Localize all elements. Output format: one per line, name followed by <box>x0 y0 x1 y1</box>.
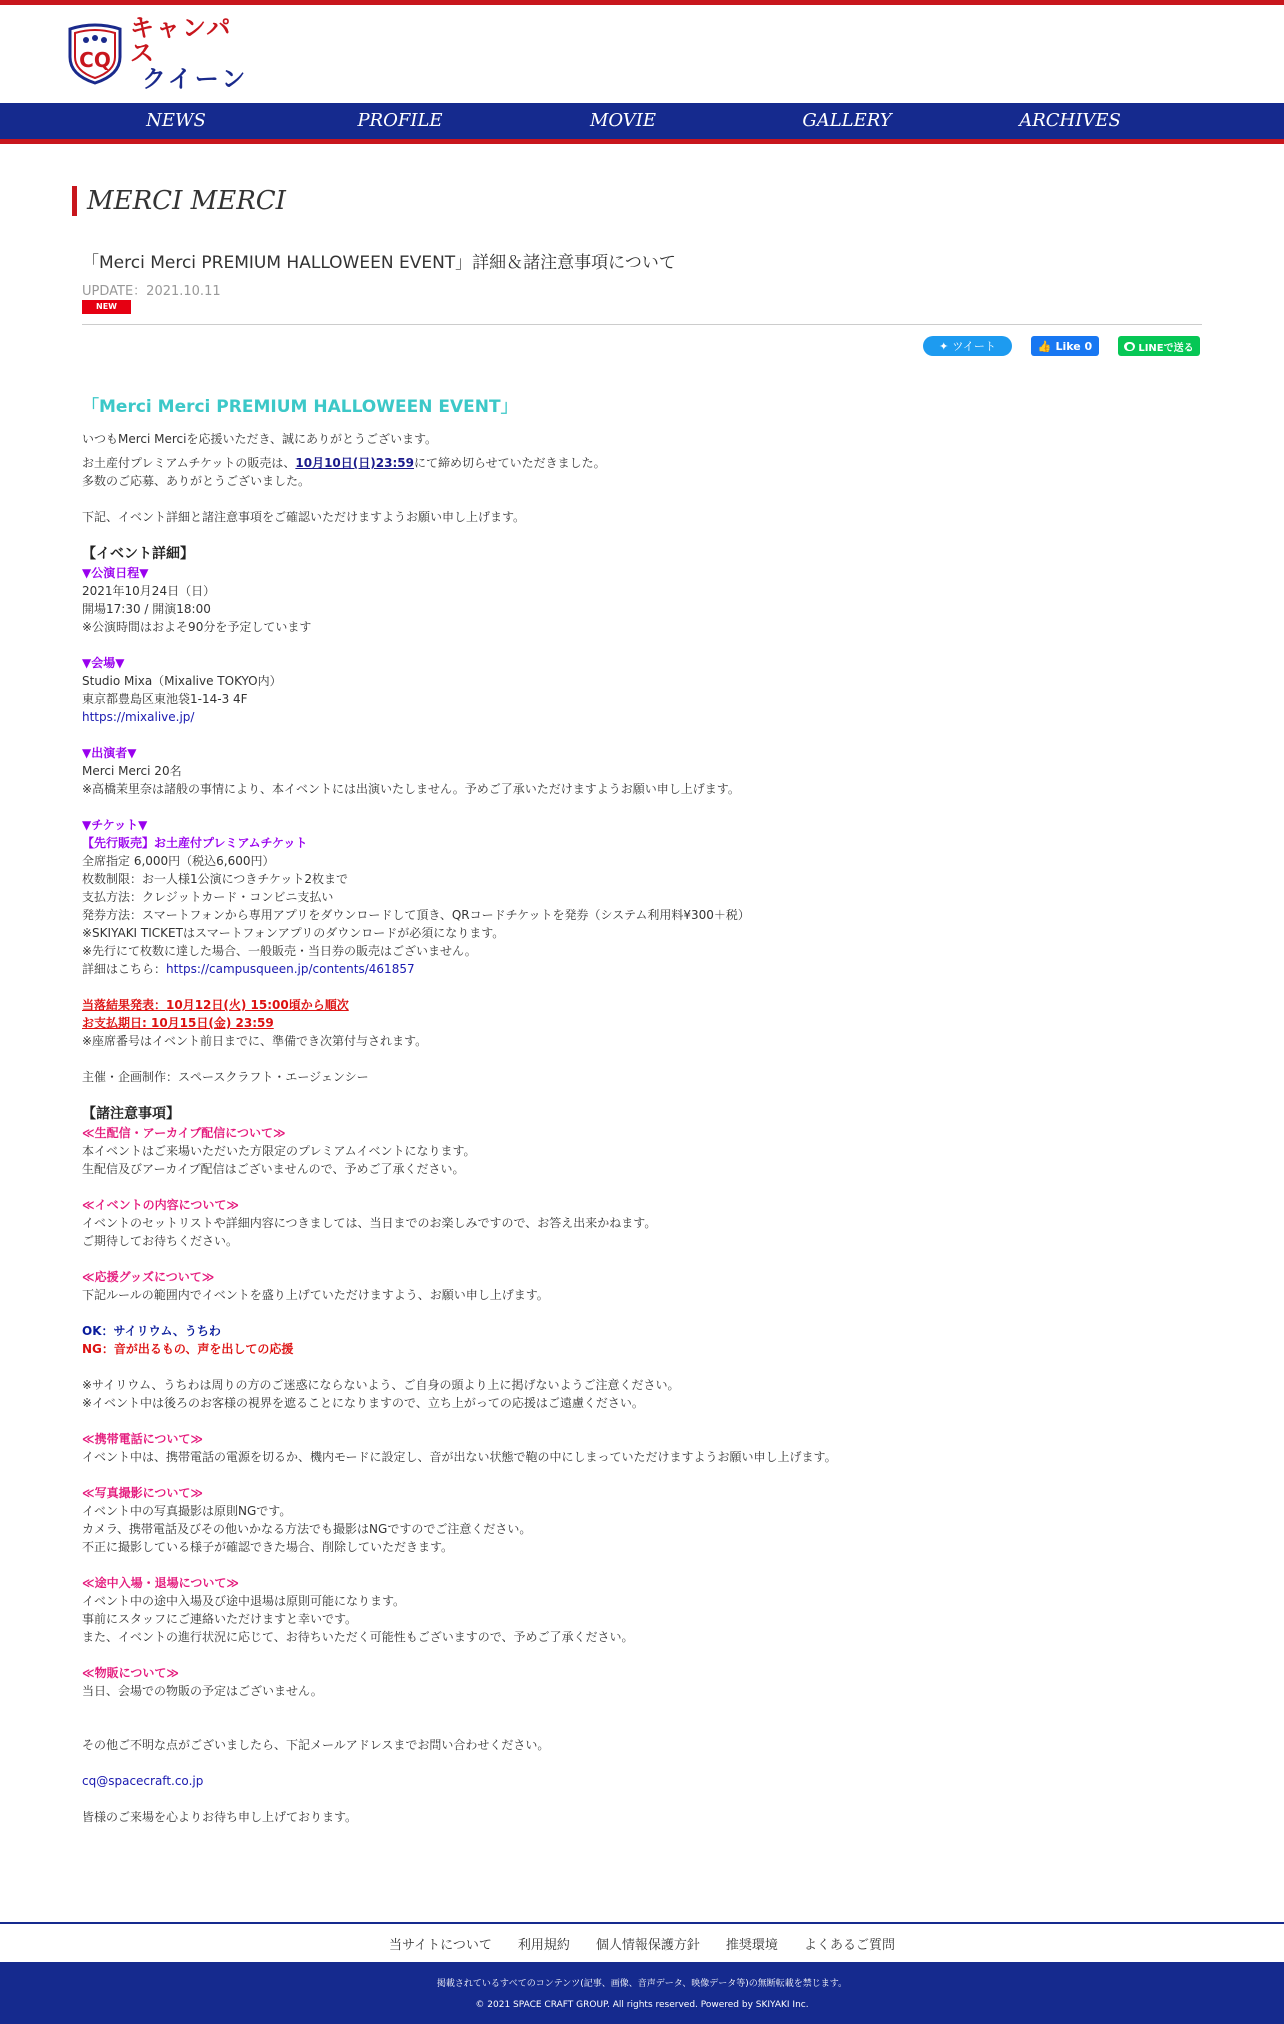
text-line: 不正に撮影している様子が確認できた場合、削除していただきます。 <box>82 1540 454 1554</box>
copyright: © 2021 SPACE CRAFT GROUP. All rights reserved. Powered by SKIYAKI Inc. <box>475 2000 809 2010</box>
note-heading: ≪携帯電話について≫ <box>82 1432 203 1446</box>
text-line: 皆様のご来場を心よりお待ち申し上げております。 <box>82 1810 358 1824</box>
venue-link[interactable]: https://mixalive.jp/ <box>82 710 195 724</box>
lottery-result-date: 当落結果発表：10月12日(火) 15:00頃から順次 <box>82 998 349 1012</box>
facebook-like-button[interactable]: 👍 Like 0 <box>1031 336 1099 356</box>
text-line: 下記ルールの範囲内でイベントを盛り上げていただけますよう、お願い申し上げます。 <box>82 1288 549 1302</box>
subheading-schedule: ▼公演日程▼ <box>82 566 149 580</box>
tweet-button[interactable]: ✦ ツイート <box>923 336 1012 356</box>
text-line: 詳細はこちら：https://campusqueen.jp/contents/461857 <box>82 962 415 976</box>
paragraph: 下記、イベント詳細と諸注意事項をご確認いただけますようお願い申し上げます。 <box>82 510 526 524</box>
ok-rule: OK：サイリウム、うちわ <box>82 1324 221 1338</box>
divider <box>82 324 1202 325</box>
subheading-cast: ▼出演者▼ <box>82 746 137 760</box>
note-heading: ≪写真撮影について≫ <box>82 1486 203 1500</box>
text-line: 本イベントはご来場いただいた方限定のプレミアムイベントになります。 <box>82 1144 476 1158</box>
logo-text-line1: キャンパス <box>130 14 233 68</box>
text-line: イベント中の途中入場及び途中退場は原則可能になります。 <box>82 1594 406 1608</box>
text-line: カメラ、携帯電話及びその他いかなる方法でも撮影はNGですのでご注意ください。 <box>82 1522 532 1536</box>
text-line: 全席指定 6,000円（税込6,600円） <box>82 854 275 868</box>
footer-link-privacy[interactable]: 個人情報保護方針 <box>595 1938 700 1953</box>
heading-event-details: 【イベント詳細】 <box>82 546 194 562</box>
text-line: 生配信及びアーカイブ配信はございませんので、予めご了承ください。 <box>82 1162 465 1176</box>
subheading-ticket: ▼チケット▼ <box>82 818 148 832</box>
note-heading: ≪生配信・アーカイブ配信について≫ <box>82 1126 286 1140</box>
text-line: ※イベント中は後ろのお客様の視界を遮ることになりますので、立ち上がっての応援はご遠慮ください。 <box>82 1396 644 1410</box>
note-heading: ≪イベントの内容について≫ <box>82 1198 239 1212</box>
twitter-bird-icon: ✦ <box>939 339 949 353</box>
text-line: イベント中の写真撮影は原則NGです。 <box>82 1504 292 1518</box>
text-line: ※SKIYAKI TICKETはスマートフォンアプリのダウンロードが必須になります。 <box>82 926 505 940</box>
footer-link-terms[interactable]: 利用規約 <box>517 1938 570 1953</box>
shield-emblem-icon <box>66 23 124 85</box>
text-line: Studio Mixa（Mixalive TOKYO内） <box>82 674 282 688</box>
text-line: ご期待してお待ちください。 <box>82 1234 239 1248</box>
contact-email-link[interactable]: cq@spacecraft.co.jp <box>82 1774 204 1788</box>
line-share-button[interactable]: ● LINEで送る <box>1118 336 1200 356</box>
text-line: 発券方法：スマートフォンから専用アプリをダウンロードして頂き、QRコードチケットを発券（システム利用料¥300＋税） <box>82 908 750 922</box>
payment-deadline: お支払期日: 10月15日(金) 23:59 <box>82 1016 274 1030</box>
text-line: 2021年10月24日（日） <box>82 584 216 598</box>
nav-news[interactable]: NEWS <box>146 110 206 131</box>
post-update-date: UPDATE：2021.10.11 <box>82 284 221 299</box>
text-line: その他ご不明な点がございましたら、下記メールアドレスまでお問い合わせください。 <box>82 1738 550 1752</box>
footer-link-faq[interactable]: よくあるご質問 <box>803 1938 895 1953</box>
text-line: 支払方法：クレジットカード・コンビニ支払い <box>82 890 334 904</box>
logo-text-line2: クイーン <box>142 64 249 93</box>
new-badge: NEW <box>82 300 131 314</box>
deadline-emphasis: 10月10日(日)23:59 <box>295 456 414 470</box>
nav-gallery[interactable]: GALLERY <box>802 110 892 131</box>
paragraph: いつもMerci Merciを応援いただき、誠にありがとうございます。 <box>82 432 438 446</box>
top-accent-bar <box>0 0 1284 5</box>
note-heading: ≪応援グッズについて≫ <box>82 1270 215 1284</box>
line-logo-icon: ● <box>1126 341 1134 351</box>
site-logo[interactable] <box>66 14 256 93</box>
copyright-notice: 掲載されているすべてのコンテンツ(記事、画像、音声データ、映像データ等)の無断転載を禁じます。 <box>436 1979 848 1989</box>
footer-link-environment[interactable]: 推奨環境 <box>725 1938 778 1953</box>
main-nav <box>0 103 1284 144</box>
thumbs-up-icon: 👍 <box>1037 339 1052 353</box>
text-line: イベントのセットリストや詳細内容につきましては、当日までのお楽しみですので、お答え出来かねます。 <box>82 1216 657 1230</box>
ticket-detail-link[interactable]: https://campusqueen.jp/contents/461857 <box>166 962 415 976</box>
site-footer <box>0 1962 1284 2024</box>
footer-nav <box>0 1934 1284 1953</box>
text-line: ※先行にて枚数に達した場合、一般販売・当日券の販売はございません。 <box>82 944 477 958</box>
heading-notes: 【諸注意事項】 <box>82 1106 180 1122</box>
footer-link-about[interactable]: 当サイトについて <box>389 1938 492 1953</box>
nav-archives[interactable]: ARCHIVES <box>1019 110 1121 131</box>
nav-movie[interactable]: MOVIE <box>589 110 657 131</box>
note-heading: ≪物販について≫ <box>82 1666 179 1680</box>
text-line: ※サイリウム、うちわは周りの方のご迷惑にならないよう、ご自身の頭より上に掲げないようご注意ください。 <box>82 1378 680 1392</box>
text-line: Merci Merci 20名 <box>82 764 182 778</box>
organizer: 主催・企画制作：スペースクラフト・エージェンシー <box>82 1070 369 1084</box>
text-line: 開場17:30 / 開演18:00 <box>82 602 211 616</box>
subheading-venue: ▼会場▼ <box>82 656 125 670</box>
nav-profile[interactable]: PROFILE <box>357 110 443 131</box>
text-line: ※高橋茉里奈は諸般の事情により、本イベントには出演いたしません。予めご了承いただけますようお願い申し上げます。 <box>82 782 740 796</box>
text-line: 枚数制限：お一人様1公演につきチケット2枚まで <box>82 872 348 886</box>
svg-text:CQ: CQ <box>79 48 111 72</box>
paragraph: お土産付プレミアムチケットの販売は、10月10日(日)23:59にて締め切らせていただきました。 <box>82 456 606 470</box>
text-line: また、イベントの進行状況に応じて、お待ちいただく可能性もございますので、予めご了承ください。 <box>82 1630 634 1644</box>
article-lead: 「Merci Merci PREMIUM HALLOWEEN EVENT」 <box>82 397 518 417</box>
text-line: 事前にスタッフにご連絡いただけますと幸いです。 <box>82 1612 358 1626</box>
text-line: 東京都豊島区東池袋1-14-3 4F <box>82 692 248 706</box>
note-heading: ≪途中入場・退場について≫ <box>82 1576 239 1590</box>
text-line: イベント中は、携帯電話の電源を切るか、機内モードに設定し、音が出ない状態で鞄の中にしまっていただけますようお願い申し上げます。 <box>82 1450 837 1464</box>
paragraph: 多数のご応募、ありがとうございました。 <box>82 474 311 488</box>
footer-divider <box>0 1922 1284 1924</box>
ng-rule: NG：音が出るもの、声を出しての応援 <box>82 1342 294 1356</box>
ticket-type: 【先行販売】お土産付プレミアムチケット <box>82 836 308 850</box>
text-line: ※公演時間はおよそ90分を予定しています <box>82 620 312 634</box>
post-title: 「Merci Merci PREMIUM HALLOWEEN EVENT」詳細＆諸注意事項について <box>82 253 676 273</box>
article-body <box>82 396 1202 1826</box>
section-title: MERCI MERCI <box>72 186 286 216</box>
text-line: 当日、会場での物販の予定はございません。 <box>82 1684 323 1698</box>
text-line: ※座席番号はイベント前日までに、準備でき次第付与されます。 <box>82 1034 428 1048</box>
